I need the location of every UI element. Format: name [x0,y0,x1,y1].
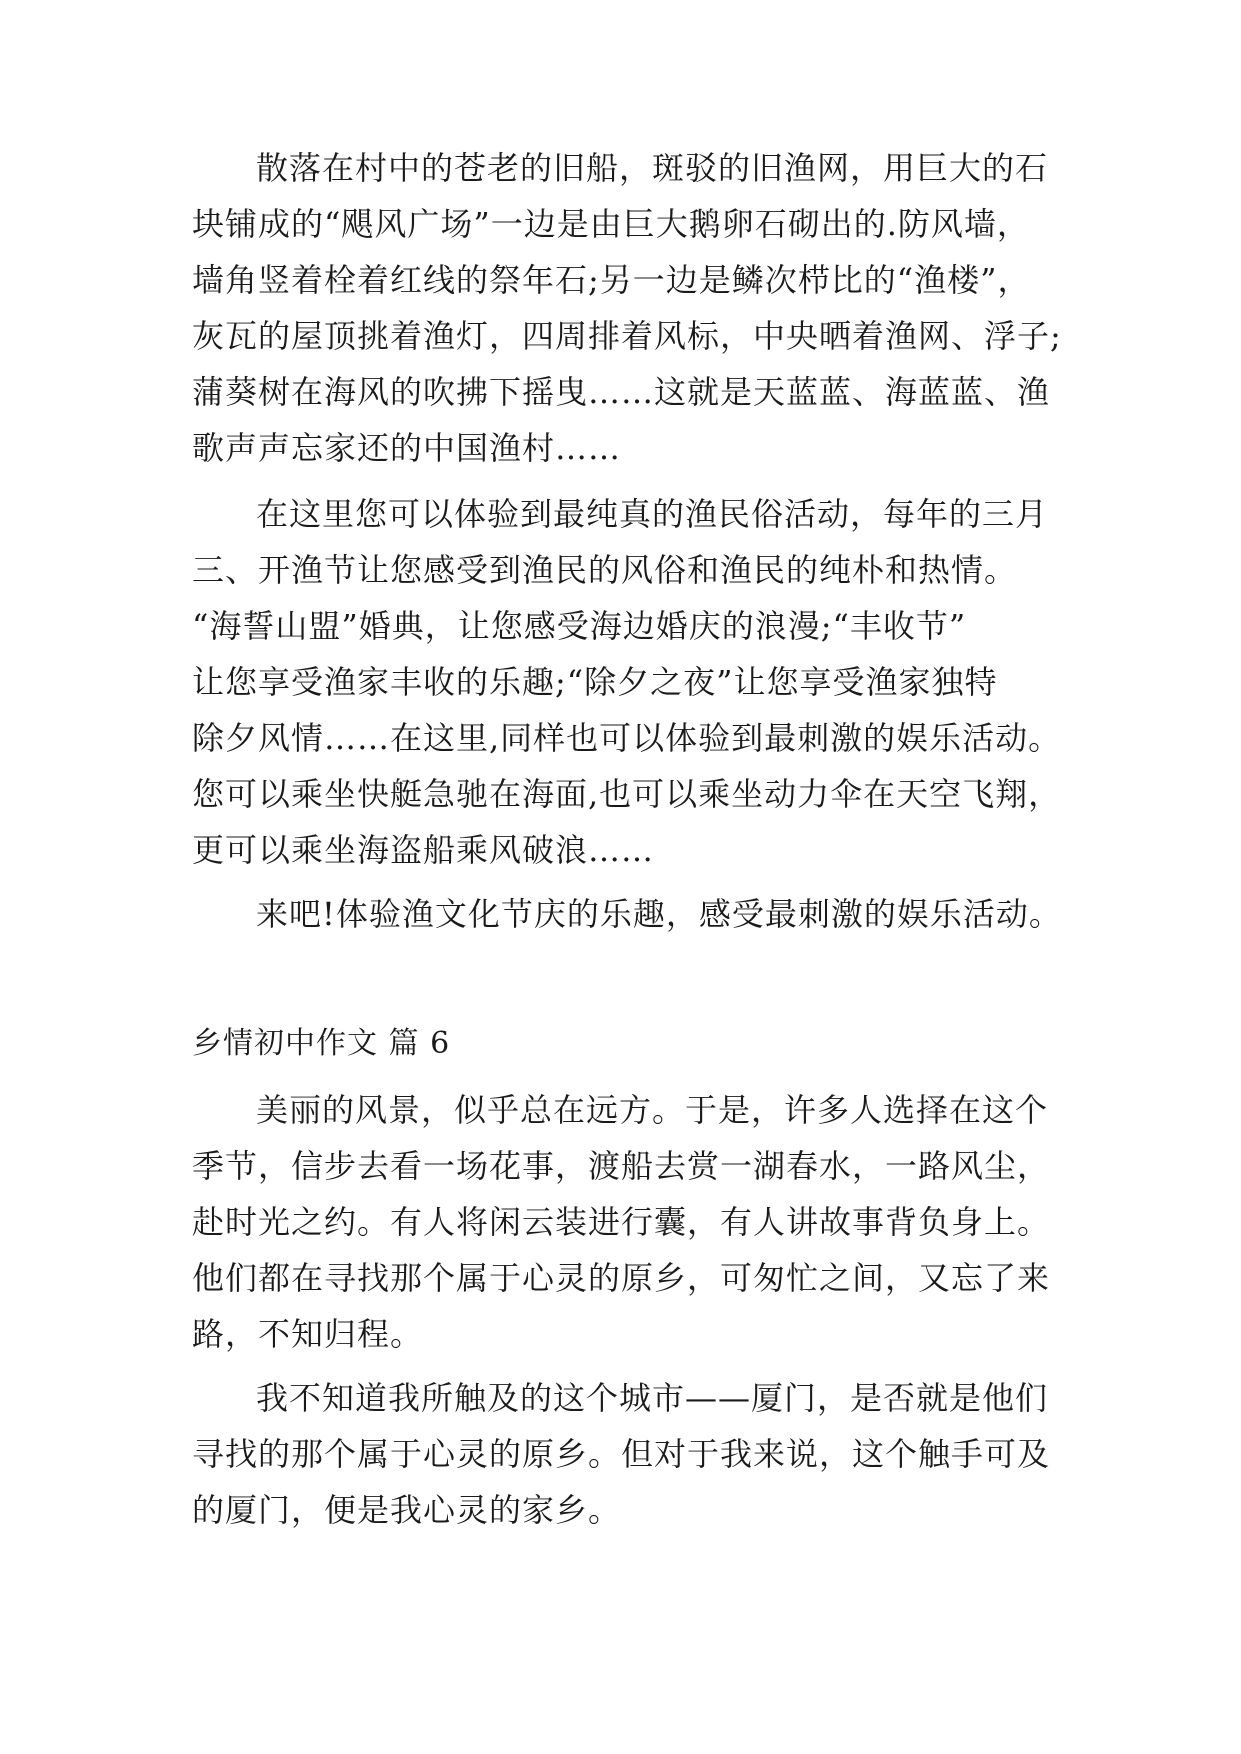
paragraph-4-line-4: 他们都在寻找那个属于心灵的原乡，可匆忙之间，又忘了来 [192,1259,1051,1297]
paragraph-2-line-7: 更可以乘坐海盗船乘风破浪…… [192,831,655,869]
paragraph-4-line-3: 赴时光之约。有人将闲云装进行囊，有人讲故事背负身上。 [192,1203,1051,1241]
paragraph-1-line-6: 歌声声忘家还的中国渔村…… [192,429,622,467]
paragraph-4-line-5: 路，不知归程。 [192,1315,424,1353]
paragraph-1-line-2: 块铺成的“飓风广场”一边是由巨大鹅卵石砌出的.防风墙， [192,205,1030,243]
paragraph-5-line-1: 我不知道我所触及的这个城市——厦门，是否就是他们 [256,1379,1049,1417]
paragraph-2-line-3: “海誓山盟”婚典，让您感受海边婚庆的浪漫;“丰收节” [192,607,967,645]
paragraph-2-line-1: 在这里您可以体验到最纯真的渔民俗活动，每年的三月 [256,495,1049,533]
paragraph-2-line-6: 您可以乘坐快艇急驰在海面,也可以乘坐动力伞在天空飞翔， [192,775,1062,813]
paragraph-5-line-3: 的厦门，便是我心灵的家乡。 [192,1491,622,1529]
paragraph-3-line-1: 来吧!体验渔文化节庆的乐趣，感受最刺激的娱乐活动。 [256,895,1062,933]
paragraph-1-line-4: 灰瓦的屋顶挑着渔灯，四周排着风标，中央晒着渔网、浮子; [192,317,1062,355]
paragraph-2-line-5: 除夕风情……在这里,同样也可以体验到最刺激的娱乐活动。 [192,719,1062,757]
paragraph-4-line-1: 美丽的风景，似乎总在远方。于是，许多人选择在这个 [256,1091,1049,1129]
section-title: 乡情初中作文 篇 6 [192,1026,451,1061]
paragraph-2-line-2: 三、开渔节让您感受到渔民的风俗和渔民的纯朴和热情。 [192,551,1018,589]
paragraph-1-line-1: 散落在村中的苍老的旧船，斑驳的旧渔网，用巨大的石 [256,149,1049,187]
paragraph-1-line-3: 墙角竖着栓着红线的祭年石;另一边是鳞次栉比的“渔楼”， [192,261,1031,299]
paragraph-2-line-4: 让您享受渔家丰收的乐趣;“除夕之夜”让您享受渔家独特 [192,663,998,701]
paragraph-4-line-2: 季节，信步去看一场花事，渡船去赏一湖春水，一路风尘， [192,1147,1051,1185]
paragraph-1-line-5: 蒲葵树在海风的吹拂下摇曳……这就是天蓝蓝、海蓝蓝、渔 [192,373,1051,411]
paragraph-5-line-2: 寻找的那个属于心灵的原乡。但对于我来说，这个触手可及 [192,1435,1051,1473]
